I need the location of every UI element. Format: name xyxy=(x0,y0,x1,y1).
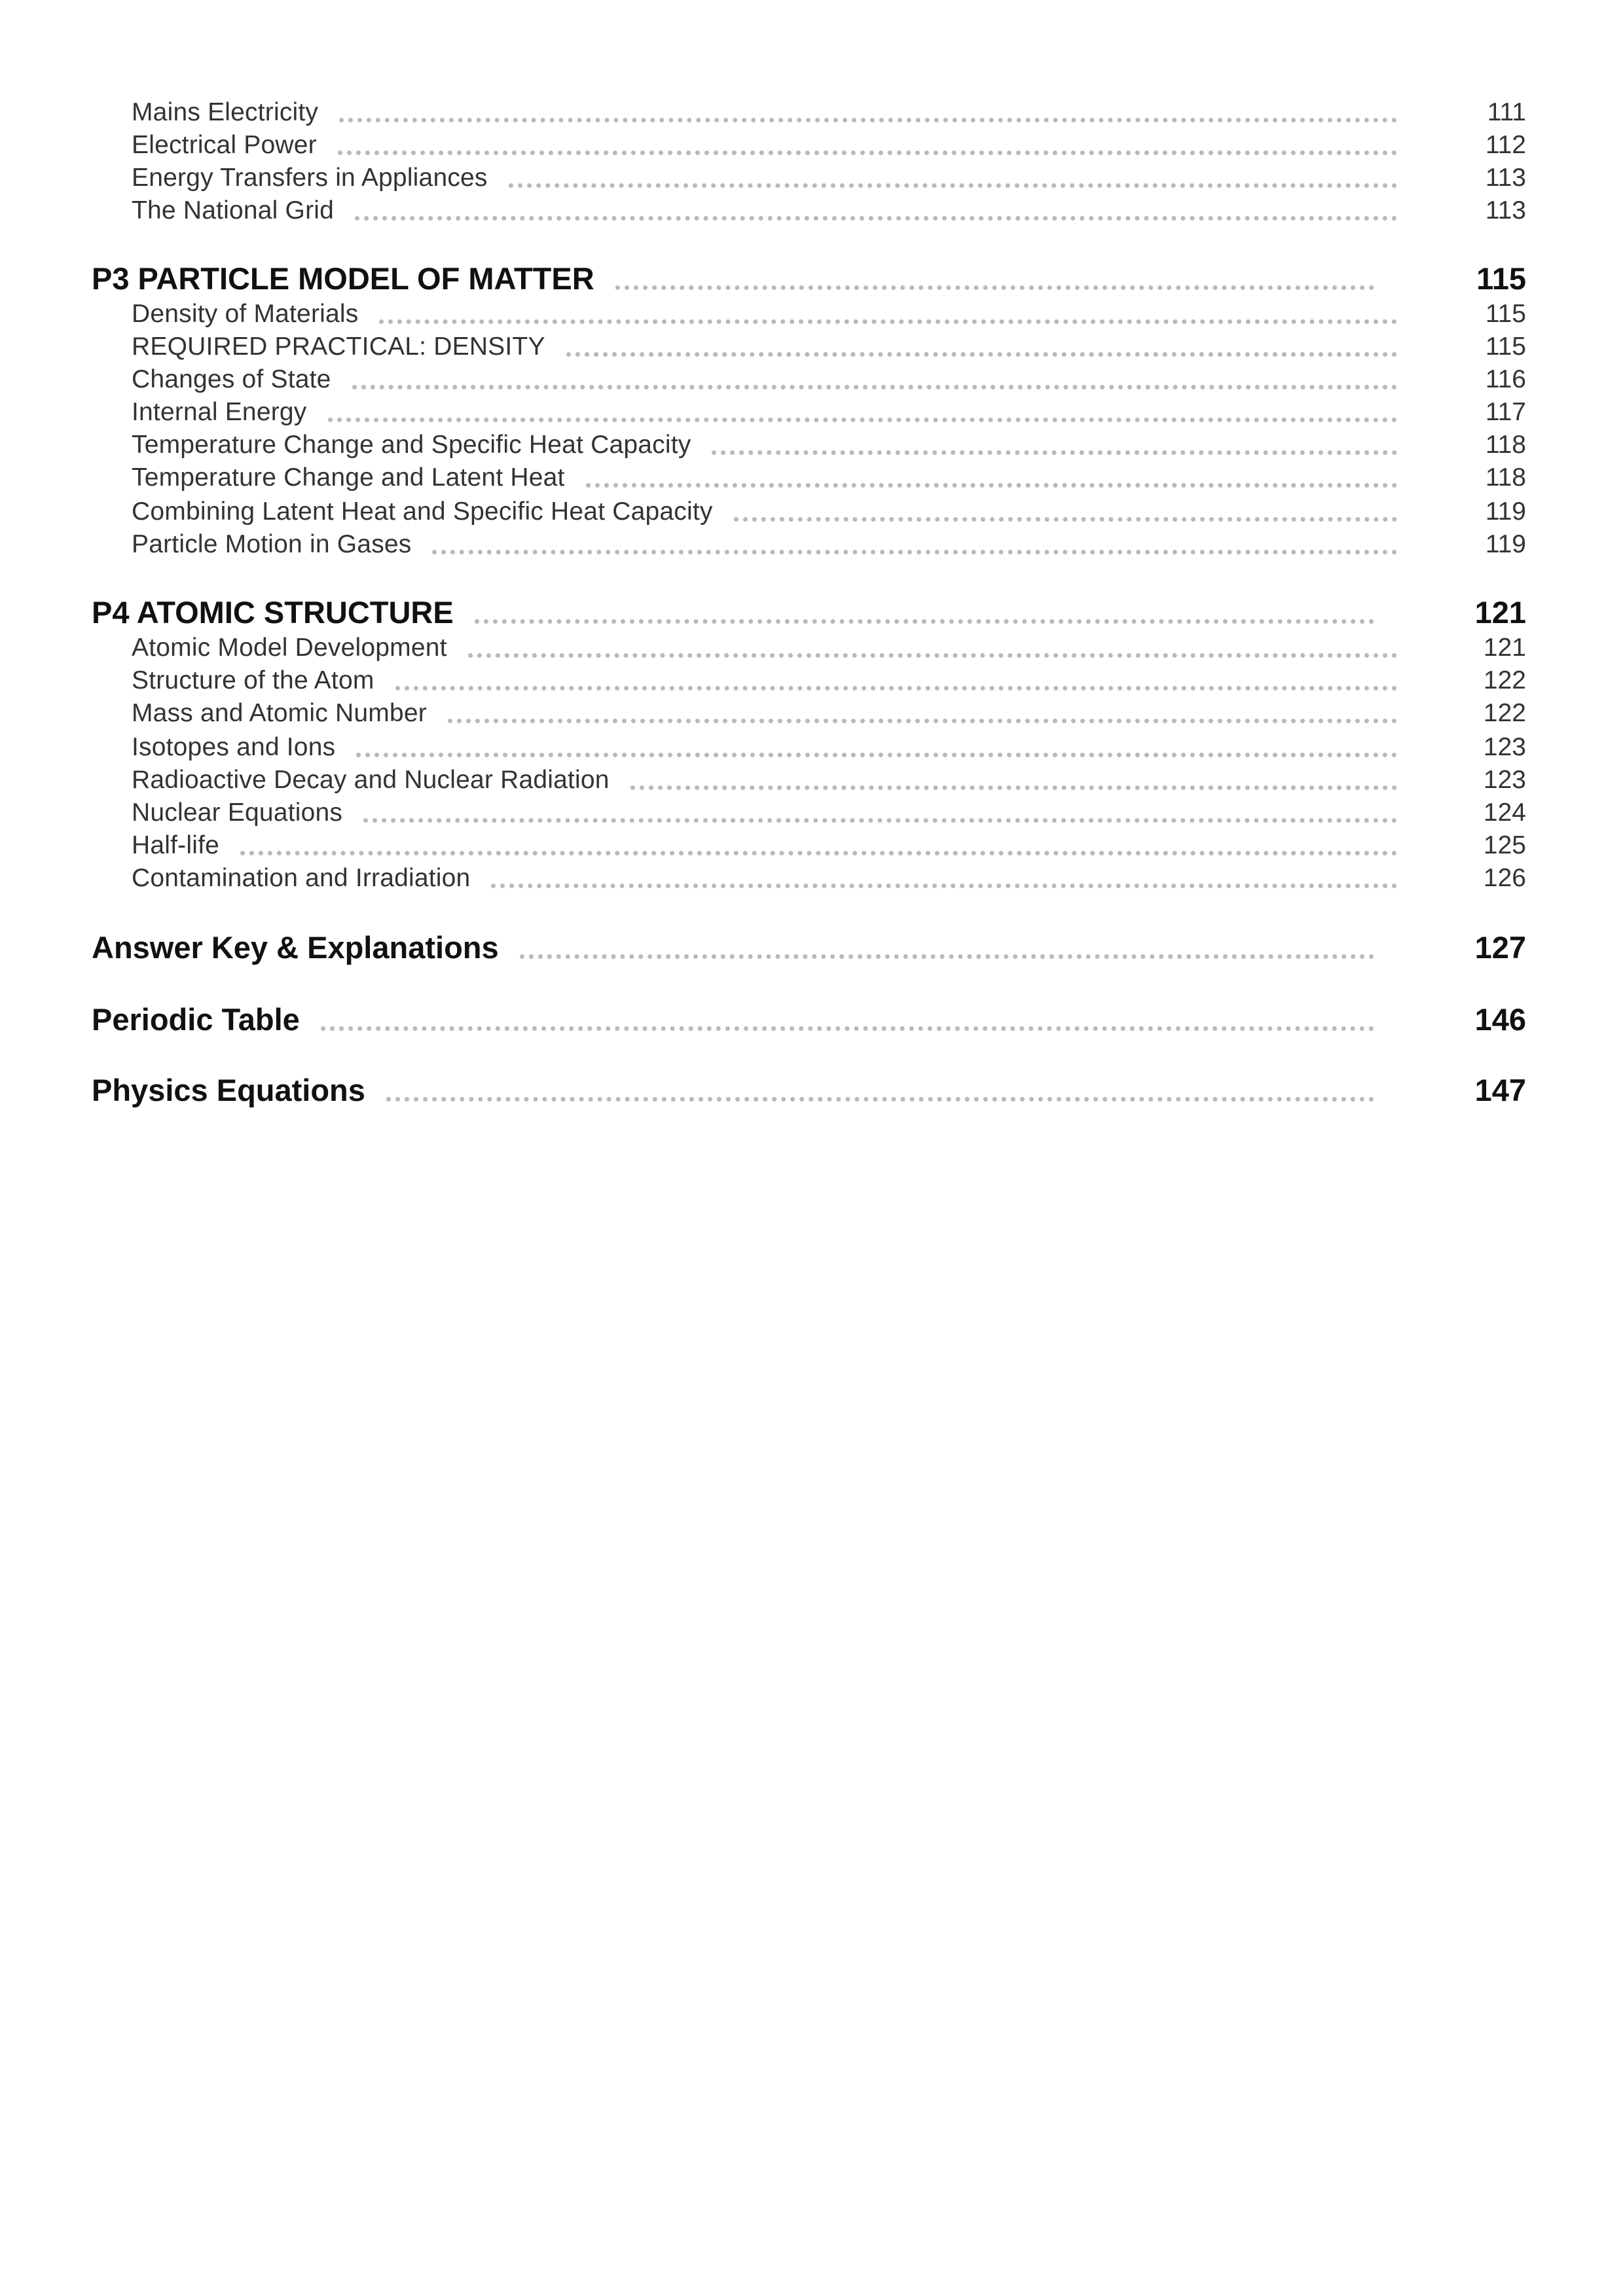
dot-leader xyxy=(240,851,1397,855)
dot-leader xyxy=(379,319,1397,324)
dot-leader xyxy=(468,653,1397,658)
dot-leader xyxy=(630,785,1397,790)
toc-entry-page-number: 117 xyxy=(1485,398,1526,426)
toc-entry-page-number: 123 xyxy=(1483,733,1526,761)
dot-leader xyxy=(356,753,1397,757)
dot-leader xyxy=(339,118,1397,122)
toc-entry-title: Temperature Change and Latent Heat xyxy=(132,463,565,492)
toc-entry-title: The National Grid xyxy=(132,196,335,224)
toc-entry-page-number: 126 xyxy=(1483,864,1526,892)
toc-entry-title: Periodic Table xyxy=(92,1002,300,1037)
dot-leader xyxy=(321,1026,1374,1031)
toc-entry-page-number: 147 xyxy=(1474,1073,1526,1107)
dot-leader xyxy=(712,450,1397,455)
dot-leader xyxy=(355,216,1397,221)
dot-leader xyxy=(363,818,1397,823)
toc-entry-page-number: 127 xyxy=(1474,930,1526,965)
toc-entry-page-number: 115 xyxy=(1485,300,1526,328)
toc-entry-page-number: 118 xyxy=(1485,463,1526,492)
toc-entry-title: Nuclear Equations xyxy=(132,798,343,827)
toc-entry-title: Density of Materials xyxy=(132,300,359,328)
toc-entry-page-number: 113 xyxy=(1485,196,1526,224)
dot-leader xyxy=(509,183,1397,188)
toc-entry-page-number: 116 xyxy=(1485,365,1526,393)
toc-entry-title: Contamination and Irradiation xyxy=(132,864,471,892)
dot-leader xyxy=(491,884,1397,888)
toc-entry-page-number: 112 xyxy=(1485,131,1526,159)
dot-leader xyxy=(338,151,1397,155)
toc-entry-page-number: 122 xyxy=(1483,666,1526,694)
dot-leader xyxy=(328,418,1397,422)
toc-entry-title: Structure of the Atom xyxy=(132,666,374,694)
toc-entry-title: P3 PARTICLE MODEL OF MATTER xyxy=(92,261,594,296)
toc-entry-page-number: 118 xyxy=(1485,431,1526,459)
toc-entry-page-number: 121 xyxy=(1483,634,1526,662)
dot-leader xyxy=(734,517,1397,522)
toc-entry-title: Electrical Power xyxy=(132,131,317,159)
toc-entry-page-number: 119 xyxy=(1485,497,1526,526)
toc-entry-page-number: 119 xyxy=(1485,530,1526,558)
dot-leader xyxy=(352,385,1397,389)
toc-entry-title: Answer Key & Explanations xyxy=(92,930,499,965)
toc-entry-page-number: 111 xyxy=(1487,98,1526,126)
toc-entry-title: Changes of State xyxy=(132,365,331,393)
dot-leader xyxy=(520,954,1374,959)
toc-entry-page-number: 121 xyxy=(1474,595,1526,630)
toc-entry-page-number: 125 xyxy=(1483,831,1526,859)
toc-entry-title: Radioactive Decay and Nuclear Radiation xyxy=(132,766,610,794)
toc-entry-title: Internal Energy xyxy=(132,398,307,426)
toc-entry-page-number: 115 xyxy=(1476,261,1526,296)
dot-leader xyxy=(615,285,1374,290)
toc-entry-page-number: 113 xyxy=(1485,164,1526,192)
dot-leader xyxy=(586,483,1397,488)
dot-leader xyxy=(475,619,1374,624)
toc-entry-title: Half-life xyxy=(132,831,219,859)
toc-entry-page-number: 124 xyxy=(1483,798,1526,827)
toc-entry-page-number: 122 xyxy=(1483,699,1526,727)
toc-entry-title: REQUIRED PRACTICAL: DENSITY xyxy=(132,332,545,361)
dot-leader xyxy=(566,352,1397,357)
dot-leader xyxy=(395,686,1397,691)
toc-entry-title: Temperature Change and Specific Heat Capacity xyxy=(132,431,691,459)
dot-leader xyxy=(448,719,1397,723)
dot-leader xyxy=(432,550,1397,554)
dot-leader xyxy=(386,1097,1374,1102)
toc-entry-title: Energy Transfers in Appliances xyxy=(132,164,488,192)
toc-entry-title: P4 ATOMIC STRUCTURE xyxy=(92,595,454,630)
toc-entry-page-number: 123 xyxy=(1483,766,1526,794)
toc-entry-title: Particle Motion in Gases xyxy=(132,530,412,558)
toc-entry-title: Atomic Model Development xyxy=(132,634,447,662)
toc-entry-page-number: 115 xyxy=(1485,332,1526,361)
toc-entry-title: Physics Equations xyxy=(92,1073,365,1107)
toc-entry-title: Mass and Atomic Number xyxy=(132,699,427,727)
toc-entry-title: Mains Electricity xyxy=(132,98,319,126)
toc-entry-page-number: 146 xyxy=(1474,1002,1526,1037)
toc-entry-title: Isotopes and Ions xyxy=(132,733,336,761)
toc-entry-title: Combining Latent Heat and Specific Heat Capacity xyxy=(132,497,713,526)
